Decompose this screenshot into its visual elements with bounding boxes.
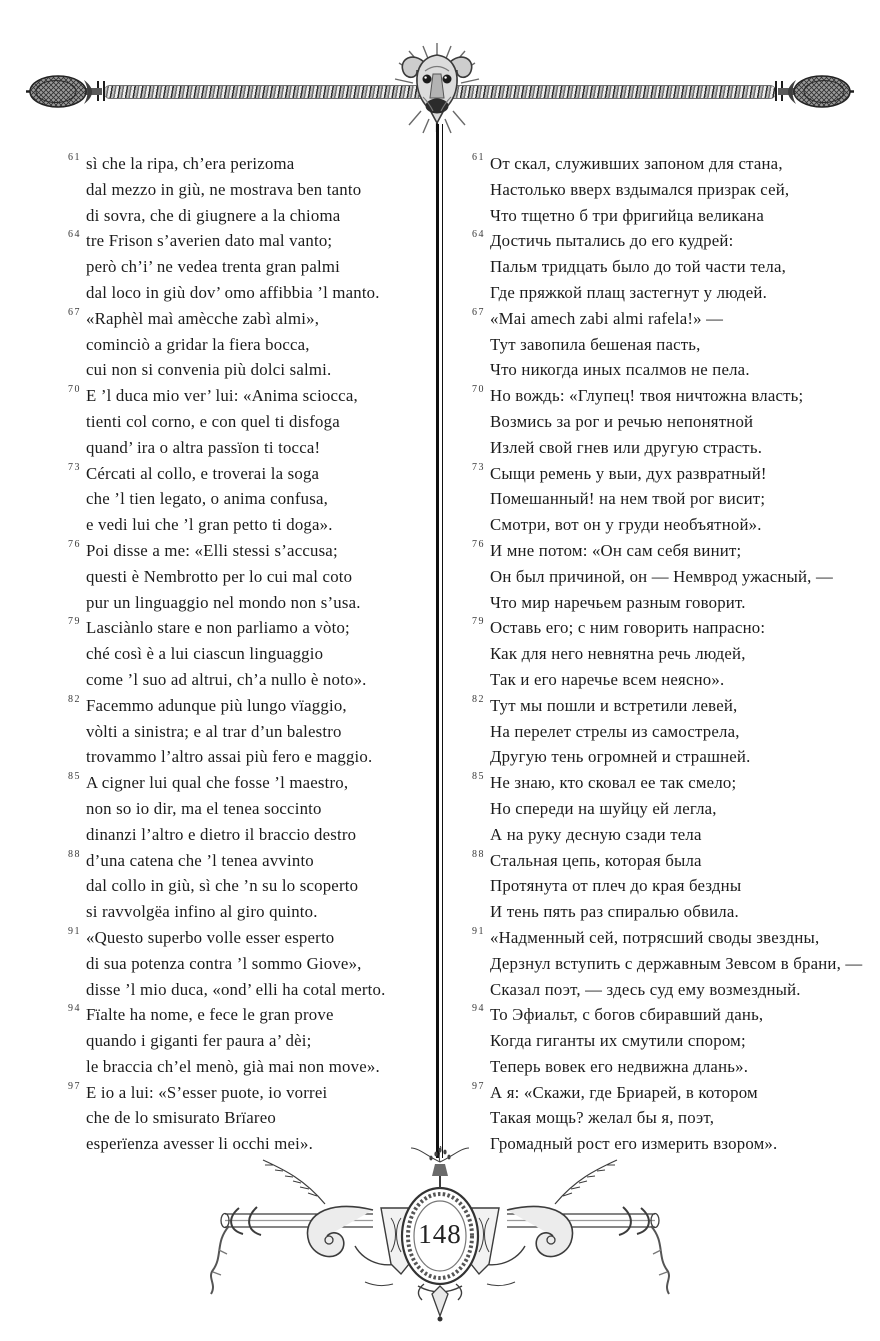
- tercet: [68, 1002, 434, 1079]
- tercet: [68, 693, 434, 770]
- tercet-line-number: 79: [472, 616, 485, 628]
- verse-line: e vedi lui che ’l gran petto ti doga».: [86, 515, 333, 535]
- verse-line: Но вождь: «Глупец! твоя ничтожна власть;: [490, 386, 804, 406]
- verse-line: А на руку десную сзади тела: [490, 824, 702, 844]
- tercet: [472, 615, 868, 692]
- tercet: [68, 538, 434, 615]
- tercet: [472, 770, 868, 847]
- tercet: [472, 383, 868, 460]
- tercet: [68, 383, 434, 460]
- verse-line: E io a lui: «S’esser puote, io vorrei: [86, 1082, 328, 1102]
- verse-line: Что никогда иных псалмов не пела.: [490, 360, 750, 380]
- tercet-line-number: 61: [68, 152, 81, 163]
- verse-line: Оставь его; с ним говорить напрасно:: [490, 618, 766, 638]
- verse-line: dal mezzo in giù, ne mostrava ben tanto: [86, 179, 362, 199]
- verse-line: Достичь пытались до его кудрей:: [490, 231, 734, 251]
- tercet: [472, 151, 868, 228]
- verse-line: Такая мощь? желал бы я, поэт,: [490, 1108, 715, 1128]
- verse-line: cui non si convenia più dolci salmi.: [86, 360, 332, 380]
- tercet: [472, 461, 868, 538]
- tercet-line-number: 64: [68, 229, 81, 241]
- verse-line: questi è Nembrotto per lo cui mal coto: [86, 566, 353, 586]
- verse-line: ché così è a lui ciascun linguaggio: [86, 644, 324, 664]
- tercet-line-number: 67: [472, 306, 485, 318]
- verse-line: Пальм тридцать было до той части тела,: [490, 257, 787, 277]
- verse-line: «Questo superbo volle esser esperto: [86, 927, 335, 947]
- verse-line: tienti col corno, e con quel ti disfoga: [86, 411, 340, 431]
- verse-line: dal loco in giù dov’ omo affibbia ’l manto.: [86, 282, 380, 302]
- tercet: [472, 1002, 868, 1079]
- verse-line: sì che la ripa, ch’era perizoma: [86, 154, 295, 173]
- tercet-line-number: 85: [68, 771, 81, 783]
- tercet: [68, 770, 434, 847]
- tercet-line-number: 88: [472, 848, 485, 860]
- tercet-line-number: 76: [68, 538, 81, 550]
- tercet-line-number: 85: [472, 771, 485, 783]
- pinecone-finial-right-icon: [774, 70, 854, 114]
- verse-line: Как для него невнятна речь людей,: [490, 644, 746, 664]
- verse-line: А я: «Скажи, где Бриарей, в котором: [490, 1082, 758, 1102]
- verse-line: dal collo in giù, sì che ’n su lo scoperto: [86, 876, 359, 896]
- tercet: [68, 615, 434, 692]
- verse-line: Смотри, вот он у груди необъятной».: [490, 515, 762, 535]
- verse-line: Что тщетно б три фригийца великана: [490, 205, 764, 225]
- tercet-line-number: 70: [68, 384, 81, 396]
- verse-line: tre Frison s’averien dato mal vanto;: [86, 231, 333, 251]
- verse-line: le braccia ch’el menò, già mai non move».: [86, 1056, 380, 1076]
- verse-line: come ’l suo ad altrui, ch’a nullo è noto».: [86, 669, 367, 689]
- tercet-line-number: 82: [68, 693, 81, 705]
- verse-line: Теперь вовек его недвижна длань».: [490, 1056, 749, 1076]
- tercet: [68, 228, 434, 305]
- verse-line: Fïalte ha nome, e fece le gran prove: [86, 1005, 334, 1025]
- verse-line: non so io dir, ma el tenea soccinto: [86, 798, 322, 818]
- verse-line: Что мир наречьем разным говорит.: [490, 592, 746, 612]
- verse-line: Сказал поэт, — здесь суд ему возмездный.: [490, 979, 801, 999]
- tercet-line-number: 94: [472, 1003, 485, 1015]
- tercet: [68, 925, 434, 1002]
- tercet: [472, 848, 868, 925]
- verse-line: però ch’i’ ne vedea trenta gran palmi: [86, 257, 341, 277]
- verse-line: che de lo smisurato Brïareo: [86, 1108, 276, 1128]
- tercet-line-number: 97: [68, 1080, 81, 1092]
- verse-line: esperïenza avesser li occhi mei».: [86, 1134, 313, 1154]
- verse-line: Где пряжкой плащ застегнут у людей.: [490, 282, 767, 302]
- tercet: [68, 461, 434, 538]
- verse-line: Facemmo adunque più lungo vïaggio,: [86, 695, 347, 715]
- tercet-line-number: 67: [68, 306, 81, 318]
- tercet-line-number: 94: [68, 1003, 81, 1015]
- verse-line: Другую тень огромней и страшней.: [490, 747, 751, 767]
- verse-line: На перелет стрелы из самострела,: [490, 721, 740, 741]
- tercet: [472, 925, 868, 1002]
- verse-line: E ’l duca mio ver’ lui: «Anima sciocca,: [86, 386, 358, 406]
- verse-line: И мне потом: «Он сам себя винит;: [490, 540, 742, 560]
- verse-line: Cércati al collo, e troverai la soga: [86, 463, 320, 483]
- tercet: [68, 848, 434, 925]
- verse-line: Когда гиганты их смутили спором;: [490, 1031, 746, 1051]
- tercet-line-number: 73: [472, 461, 485, 473]
- verse-line: От скал, служивших запоном для стана,: [490, 154, 783, 173]
- verse-line: d’una catena che ’l tenea avvinto: [86, 850, 314, 870]
- tercet: [472, 538, 868, 615]
- verse-line: che ’l tien legato, o anima confusa,: [86, 489, 329, 509]
- verse-line: quand’ ira o altra passïon ti tocca!: [86, 437, 321, 457]
- tercet-line-number: 70: [472, 384, 485, 396]
- tercet-line-number: 64: [472, 229, 485, 241]
- verse-line: Poi disse a me: «Elli stessi s’accusa;: [86, 540, 338, 560]
- verse-line: Протянута от плеч до края бездны: [490, 876, 742, 896]
- tercet: [68, 306, 434, 383]
- verse-line: Не знаю, кто сковал ее так смело;: [490, 773, 737, 793]
- tercet: [68, 151, 434, 228]
- verse-line: Так и его наречье всем неясно».: [490, 669, 725, 689]
- page-number: 148: [418, 1219, 462, 1249]
- verse-line: «Raphèl maì amècche zabì almi»,: [86, 308, 320, 328]
- tercet-line-number: 91: [472, 925, 485, 937]
- pinecone-finial-left-icon: [26, 70, 106, 114]
- column-russian: [472, 151, 868, 1157]
- tercet: [472, 693, 868, 770]
- tercet-line-number: 61: [472, 152, 485, 163]
- verse-line: dinanzi l’altro e dietro il braccio destro: [86, 824, 357, 844]
- verse-line: di sua potenza contra ’l sommo Giove»,: [86, 953, 362, 973]
- verse-line: vòlti a sinistra; e al trar d’un balestro: [86, 721, 342, 741]
- tercet-line-number: 88: [68, 848, 81, 860]
- verse-line: Но спереди на шуйцу ей легла,: [490, 798, 717, 818]
- verse-line: Громадный рост его измерить взором».: [490, 1134, 778, 1154]
- verse-line: Тут мы пошли и встретили левей,: [490, 695, 738, 715]
- verse-line: Тут завопила бешеная пасть,: [490, 334, 701, 354]
- verse-line: quando i giganti fer paura a’ dèi;: [86, 1031, 312, 1051]
- tercet-line-number: 91: [68, 925, 81, 937]
- tercet: [472, 228, 868, 305]
- verse-line: cominciò a gridar la fiera bocca,: [86, 334, 310, 354]
- verse-line: Помешанный! на нем твой рог висит;: [490, 489, 766, 509]
- verse-line: Он был причиной, он — Немврод ужасный, —: [490, 566, 833, 586]
- verse-line: Возмись за рог и речью непонятной: [490, 411, 754, 431]
- verse-line: di sovra, che di giugnere a la chioma: [86, 205, 341, 225]
- verse-line: «Надменный сей, потрясший своды звездны,: [490, 927, 820, 947]
- verse-line: disse ’l mio duca, «ond’ elli ha cotal merto.: [86, 979, 386, 999]
- lion-mask-icon: [391, 41, 483, 137]
- verse-line: pur un linguaggio nel mondo non s’usa.: [86, 592, 361, 612]
- column-divider-rule: [436, 124, 443, 1158]
- verse-line: si ravvolgëa infino al giro quinto.: [86, 902, 318, 922]
- verse-line: То Эфиальт, с богов сбиравший дань,: [490, 1005, 764, 1025]
- verse-line: A cigner lui qual che fosse ’l maestro,: [86, 773, 349, 793]
- tercet-line-number: 76: [472, 538, 485, 550]
- tercet: [472, 306, 868, 383]
- tercet-line-number: 82: [472, 693, 485, 705]
- verse-line: Lasciànlo stare e non parliamo a vòto;: [86, 618, 350, 638]
- verse-line: Сыщи ремень у выи, дух развратный!: [490, 463, 767, 483]
- verse-line: «Mai amech zabi almi rafela!» —: [490, 308, 724, 328]
- verse-line: Дерзнул вступить с державным Зевсом в брани, —: [490, 953, 863, 973]
- verse-line: trovammo l’altro assai più fero e maggio.: [86, 747, 373, 767]
- column-italian: [68, 151, 434, 1157]
- verse-line: Излей свой гнев или другую страсть.: [490, 437, 763, 457]
- verse-line: Настолько вверх вздымался призрак сей,: [490, 179, 790, 199]
- verse-line: И тень пять раз спиралью обвила.: [490, 902, 739, 922]
- tercet-line-number: 73: [68, 461, 81, 473]
- tercet-line-number: 97: [472, 1080, 485, 1092]
- tercet-line-number: 79: [68, 616, 81, 628]
- verse-line: Стальная цепь, которая была: [490, 850, 702, 870]
